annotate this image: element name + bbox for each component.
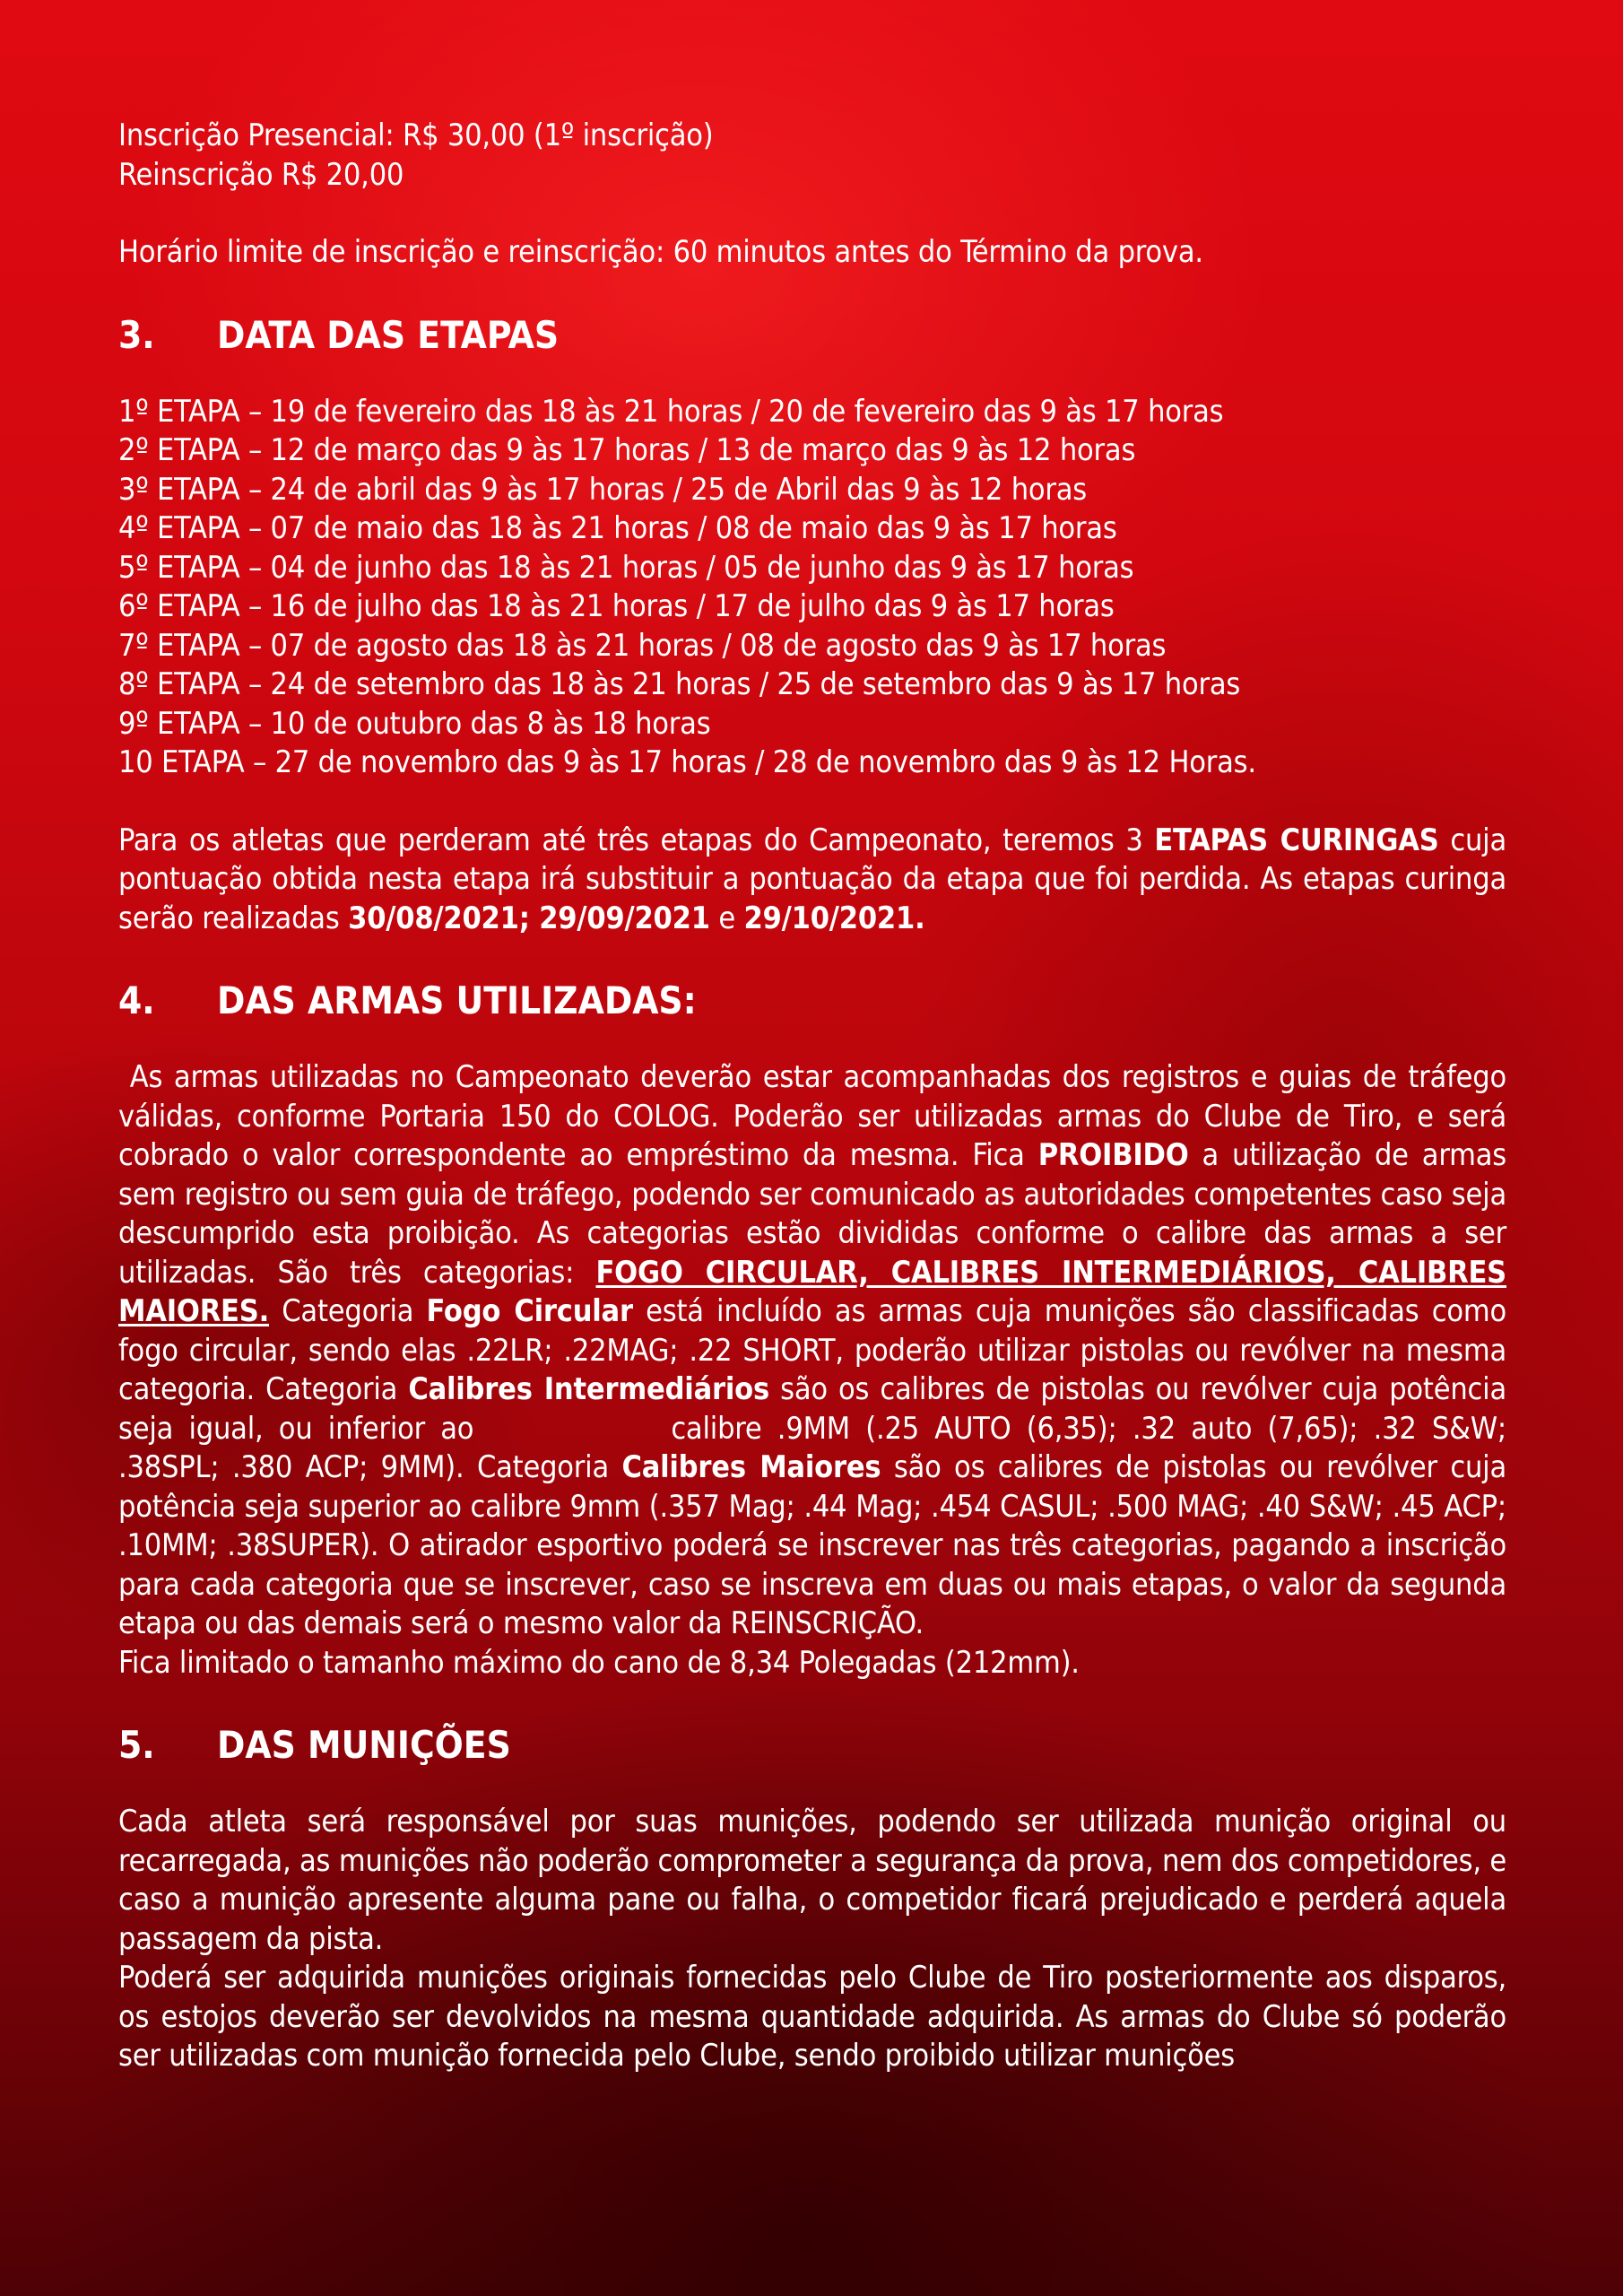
inscricao-presencial: Inscrição Presencial: R$ 30,00 (1º inscrição) [118,117,714,153]
armas-text-6: calibre .9MM (.25 AUTO (6,35); .32 auto (7,65); .32 S&W; .38SPL; .380 ACP; 9MM). Categoria [118,1410,1506,1485]
armas-text-2: a utilização de armas sem registro ou sem guia de tráfego, podendo ser comunicado as autoridades competentes caso seja descumprido esta proibição. As categorias estão divididas conforme o calibre das armas a ser utilizadas. São três categorias: [118,1137,1506,1291]
municoes-paragraph-1: Cada atleta será responsável por suas munições, podendo ser utilizada munição original ou recarregada, as munições não poderão comprometer a segurança da prova, nem dos competidores, e caso a munição apresente alguma pane ou falha, o competidor ficará prejudicado e perderá aquela passagem da pista. [118,1804,1506,1957]
etapa-item: 1º ETAPA – 19 de fevereiro das 18 às 21 horas / 20 de fevereiro das 9 às 17 horas [118,393,1224,430]
armas-calibres-maiores: Calibres Maiores [621,1449,881,1485]
section-4-number: 4. [118,978,155,1022]
section-3-title: DATA DAS ETAPAS [217,312,560,357]
section-4-title: DAS ARMAS UTILIZADAS: [217,978,697,1022]
curinga-text-3: e [709,900,744,936]
etapa-item: 5º ETAPA – 04 de junho das 18 às 21 horas / 05 de junho das 9 às 17 horas [118,549,1134,586]
armas-paragraph [118,1058,1506,1644]
section-5-heading [118,1722,1506,1769]
etapa-item: 10 ETAPA – 27 de novembro das 9 às 17 horas / 28 de novembro das 9 às 12 Horas. [118,744,1256,780]
document-page [118,117,1506,2076]
section-3-heading [118,312,1506,359]
curinga-last-date: 29/10/2021. [743,900,925,936]
etapa-item: 8º ETAPA – 24 de setembro das 18 às 21 horas / 25 de setembro das 9 às 17 horas [118,666,1241,702]
armas-categorias: FOGO CIRCULAR, CALIBRES INTERMEDIÁRIOS, CALIBRES MAIORES. [118,1254,1507,1329]
municoes-paragraph-2: Poderá ser adquirida munições originais fornecidas pelo Clube de Tiro posteriormente aos disparos, os estojos deverão ser devolvidos na mesma quantidade adquirida. As armas do Clube só poderão ser utilizadas com munição fornecida pelo Clube, sendo proibido utilizar munições [118,1960,1506,2074]
armas-proibido: PROIBIDO [1037,1137,1189,1173]
armas-text-5: são os calibres de pistolas ou revólver cuja potência seja igual, ou inferior ao [118,1371,1506,1447]
section-5-number: 5. [118,1723,155,1767]
armas-text-3: Categoria [269,1293,427,1329]
armas-text-1: As armas utilizadas no Campeonato deverão estar acompanhadas dos registros e guias de tráfego válidas, conforme Portaria 150 do COLOG. Poderão ser utilizadas armas do Clube de Tiro, e será cobrado o valor correspondente ao empréstimo da mesma. Fica [118,1059,1506,1173]
armas-text-4: está incluído as armas cuja munições são classificadas como fogo circular, sendo elas .22LR; .22MAG; .22 SHORT, poderão utilizar pistolas ou revólver na mesma categoria. Categoria [118,1293,1506,1407]
section-5-title: DAS MUNIÇÕES [217,1723,511,1767]
armas-text-7: são os calibres de pistolas ou revólver cuja potência seja superior ao calibre 9mm (.357 Mag; .44 Mag; .454 CASUL; .500 MAG; .40 S&W; .45 ACP; .10MM; .38SUPER). O atirador esportivo poderá se inscrever nas três categorias, pagando a inscrição para cada categoria que se inscrever, caso se inscreva em duas ou mais etapas, o valor da segunda etapa ou das demais será o mesmo valor da REINSCRIÇÃO. [118,1449,1506,1641]
horario-limite: Horário limite de inscrição e reinscrição: 60 minutos antes do Término da prova. [118,234,1203,270]
etapas-curinga-paragraph [118,822,1506,939]
etapa-item: 9º ETAPA – 10 de outubro das 8 às 18 horas [118,705,711,742]
etapas-list [118,393,1506,783]
curinga-text-2: cuja pontuação obtida nesta etapa irá substituir a pontuação da etapa que foi perdida. As etapas curinga serão realizadas [118,822,1506,936]
armas-calibres-intermediarios: Calibres Intermediários [408,1371,770,1407]
armas-limite-cano: Fica limitado o tamanho máximo do cano de 8,34 Polegadas (212mm). [118,1644,1080,1681]
curinga-bold-1: ETAPAS CURINGAS [1154,822,1439,858]
etapa-item: 4º ETAPA – 07 de maio das 18 às 21 horas / 08 de maio das 9 às 17 horas [118,510,1117,546]
curinga-dates: 30/08/2021; 29/09/2021 [348,900,710,936]
section-3-number: 3. [118,312,155,357]
reinscricao: Reinscrição R$ 20,00 [118,156,404,193]
section-4-heading [118,978,1506,1024]
etapa-item: 3º ETAPA – 24 de abril das 9 às 17 horas / 25 de Abril das 9 às 12 horas [118,471,1088,508]
etapa-item: 7º ETAPA – 07 de agosto das 18 às 21 horas / 08 de agosto das 9 às 17 horas [118,627,1167,664]
etapa-item: 2º ETAPA – 12 de março das 9 às 17 horas / 13 de março das 9 às 12 horas [118,432,1136,468]
etapa-item: 6º ETAPA – 16 de julho das 18 às 21 horas / 17 de julho das 9 às 17 horas [118,588,1115,624]
armas-fogo-circular: Fogo Circular [426,1293,633,1329]
curinga-text-1: Para os atletas que perderam até três etapas do Campeonato, teremos 3 [118,822,1155,858]
